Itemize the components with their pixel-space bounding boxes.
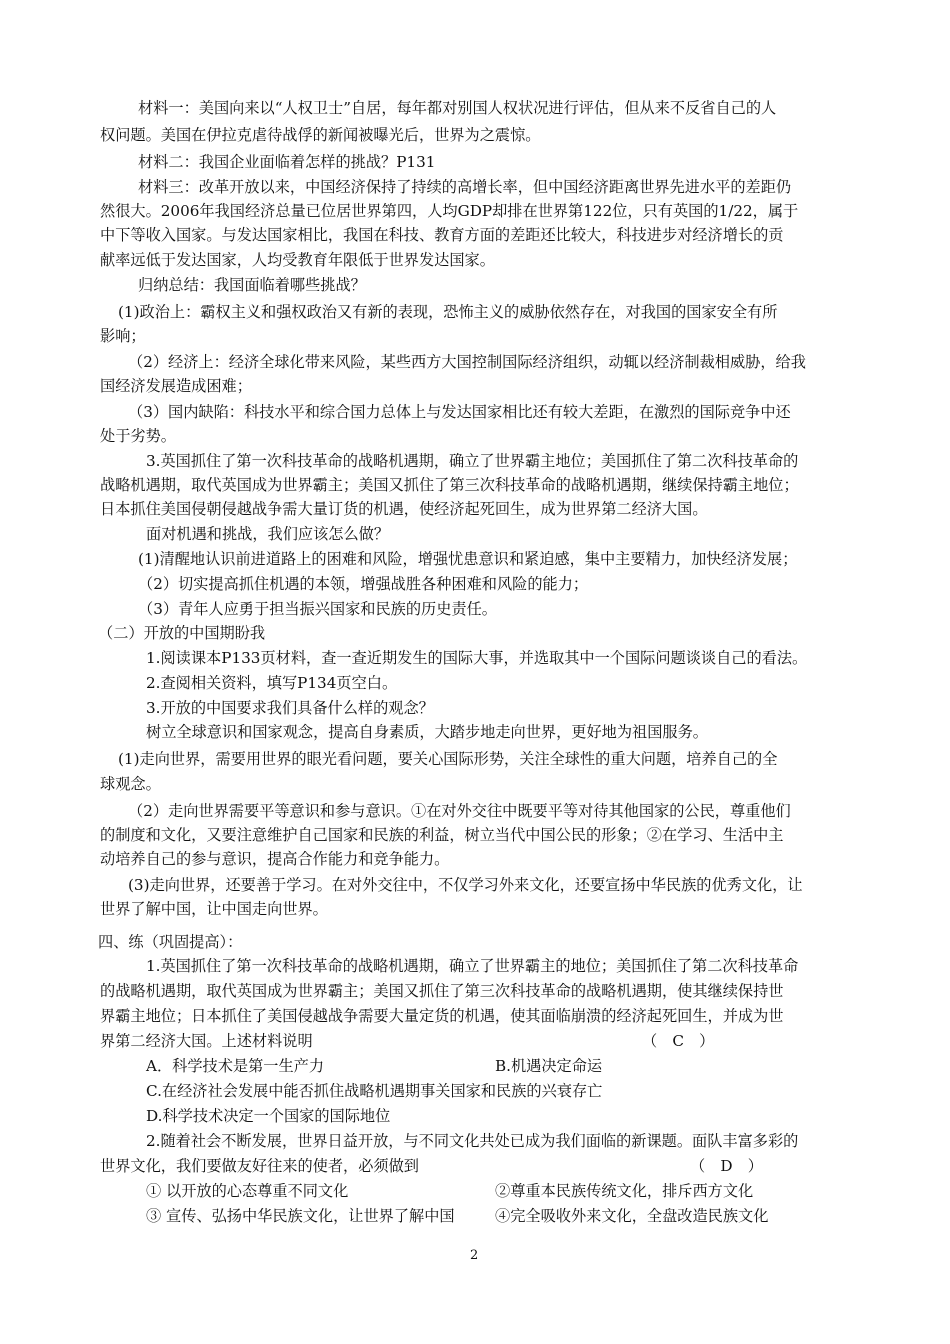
paragraph-line: （2）走向世界需要平等意识和参与意识。①在对外交往中既要平等对待其他国家的公民，尊重他们 — [128, 802, 791, 820]
option-2: ②尊重本民族传统文化，排斥西方文化 — [495, 1182, 754, 1200]
paragraph-line: 界霸主地位；日本抓住了美国侵越战争需要大量定货的机遇，使其面临崩溃的经济起死回生，并成为世 — [100, 1007, 784, 1025]
paragraph-line: (1)走向世界，需要用世界的眼光看问题，要关心国际形势，关注全球性的重大问题，培养自己的全 — [118, 750, 778, 768]
paragraph-line: 中下等收入国家。与发达国家相比，我国在科技、教育方面的差距还比较大，科技进步对经济增长的贡 — [100, 226, 784, 244]
paragraph-line: 1.阅读课本P133页材料，查一查近期发生的国际大事，并选取其中一个国际问题谈谈自己的看法。 — [146, 649, 808, 667]
paragraph-line: 世界了解中国，让中国走向世界。 — [100, 900, 328, 918]
paragraph-line: (3)走向世界，还要善于学习。在对外交往中，不仅学习外来文化，还要宣扬中华民族的优秀文化，让 — [128, 876, 803, 894]
paragraph-line: (1)政治上：霸权主义和强权政治又有新的表现，恐怖主义的威胁依然存在，对我国的国家安全有所 — [118, 303, 778, 321]
paragraph-line: 的制度和文化，又要注意维护自己国家和民族的利益，树立当代中国公民的形象；②在学习、生活中主 — [100, 826, 784, 844]
paragraph-line: 2.随着社会不断发展，世界日益开放，与不同文化共处已成为我们面临的新课题。面队丰富多彩的 — [146, 1132, 799, 1150]
heading-line: 面对机遇和挑战，我们应该怎么做？ — [146, 525, 389, 543]
option-1: ① 以开放的心态尊重不同文化 — [146, 1182, 349, 1200]
answer-bracket: （ C ） — [642, 1032, 715, 1050]
option-3: ③ 宣传、弘扬中华民族文化，让世界了解中国 — [146, 1207, 455, 1225]
paragraph-line: 材料二：我国企业面临着怎样的挑战？P131 — [138, 153, 436, 171]
paragraph-line: 日本抓住美国侵朝侵越战争需大量订货的机遇，使经济起死回生，成为世界第二经济大国。 — [100, 500, 708, 518]
paragraph-line: 处于劣势。 — [100, 427, 176, 445]
paragraph-line: （3）国内缺陷：科技水平和综合国力总体上与发达国家相比还有较大差距，在激烈的国际竞争中还 — [128, 403, 791, 421]
paragraph-line: 3.英国抓住了第一次科技革命的战略机遇期，确立了世界霸主地位；美国抓住了第二次科技革命的 — [146, 452, 799, 470]
paragraph-line: 归纳总结：我国面临着哪些挑战？ — [138, 276, 366, 294]
paragraph-line: 世界文化，我们要做友好往来的使者，必须做到 — [100, 1157, 419, 1175]
paragraph-line: （2）经济上：经济全球化带来风险，某些西方大国控制国际经济组织，动辄以经济制裁相威胁，给我 — [128, 353, 806, 371]
option-b: B.机遇决定命运 — [495, 1057, 603, 1075]
paragraph-line: (1)清醒地认识前进道路上的困难和风险，增强忧患意识和紧迫感，集中主要精力，加快经济发展； — [138, 550, 798, 568]
option-4: ④完全吸收外来文化，全盘改造民族文化 — [495, 1207, 769, 1225]
paragraph-line: 的战略机遇期，取代英国成为世界霸主；美国又抓住了第三次科技革命的战略机遇期，使其继续保持世 — [100, 982, 784, 1000]
option-d: D.科学技术决定一个国家的国际地位 — [146, 1107, 391, 1125]
paragraph-line: 3.开放的中国要求我们具备什么样的观念？ — [146, 699, 434, 717]
paragraph-line: 1.英国抓住了第一次科技革命的战略机遇期，确立了世界霸主的地位；美国抓住了第二次科技革命 — [146, 957, 799, 975]
paragraph-line: 献率远低于发达国家，人均受教育年限低于世界发达国家。 — [100, 251, 495, 269]
option-a: A．科学技术是第一生产力 — [146, 1057, 325, 1075]
paragraph-line: 权问题。美国在伊拉克虐待战俘的新闻被曝光后，世界为之震惊。 — [100, 126, 541, 144]
paragraph-line: 影响； — [100, 327, 146, 345]
paragraph-line: 2.查阅相关资料，填写P134页空白。 — [146, 674, 398, 692]
section-heading: 四、练（巩固提高）： — [98, 933, 243, 951]
paragraph-line: 材料三：改革开放以来，中国经济保持了持续的高增长率，但中国经济距离世界先进水平的差距仍 — [138, 178, 792, 196]
paragraph-line: 材料一：美国向来以“人权卫士”自居，每年都对别国人权状况进行评估，但从来不反省自己的人 — [138, 99, 777, 117]
answer-bracket: （ D ） — [690, 1157, 763, 1175]
paragraph-line: 界第二经济大国。上述材料说明 — [100, 1032, 313, 1050]
paragraph-line: 树立全球意识和国家观念，提高自身素质，大踏步地走向世界，更好地为祖国服务。 — [146, 723, 708, 741]
paragraph-line: 然很大。2006年我国经济总量已位居世界第四，人均GDP却排在世界第122位，只有英国的1/22，属于 — [100, 202, 799, 220]
section-heading: （二）开放的中国期盼我 — [98, 624, 266, 642]
paragraph-line: （3）青年人应勇于担当振兴国家和民族的历史责任。 — [138, 600, 497, 618]
paragraph-line: 球观念。 — [100, 775, 161, 793]
option-c: C.在经济社会发展中能否抓住战略机遇期事关国家和民族的兴衰存亡 — [146, 1082, 603, 1100]
paragraph-line: 国经济发展造成困难； — [100, 377, 252, 395]
paragraph-line: 战略机遇期，取代英国成为世界霸主；美国又抓住了第三次科技革命的战略机遇期，继续保持霸主地位； — [100, 476, 799, 494]
paragraph-line: 动培养自己的参与意识，提高合作能力和竞争能力。 — [100, 850, 450, 868]
page-number: 2 — [470, 1248, 479, 1263]
paragraph-line: （2）切实提高抓住机遇的本领，增强战胜各种困难和风险的能力； — [138, 575, 589, 593]
